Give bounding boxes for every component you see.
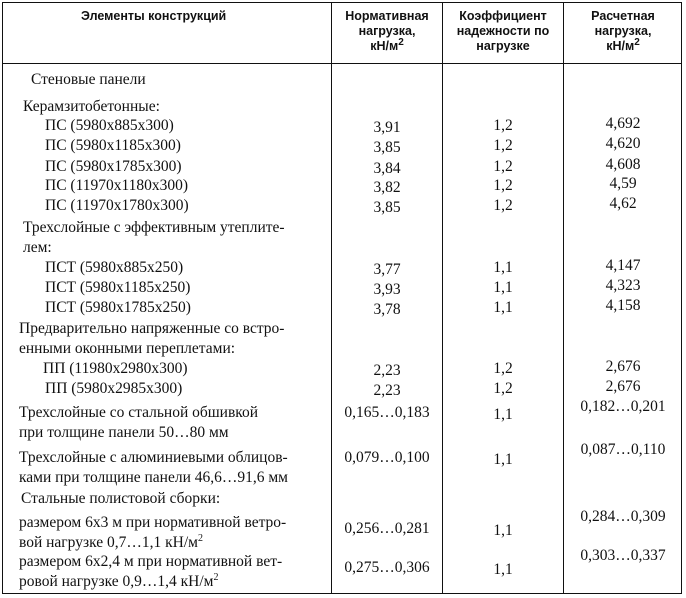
row-calculated: 4,147 xyxy=(605,257,641,274)
header-col-coefficient: Коэффициент надежности по нагрузке xyxy=(456,9,550,53)
row-coefficient: 1,1 xyxy=(493,259,513,276)
load-table: Элементы конструкций Нормативная нагрузка, $кН/м^2$ Коэффициент надежности по нагрузке Расчетная нагрузка, $кН/м^2$ Стеновые панели Керамзитобетонные: Трехслойные с эффективным утеплите- лем: Предварительно напряженные со встро- енными оконными переплетами: Стальные полистовой сборки: ПС (5980x885x300) 3,91 1,2 4,692 ПС (5980x1185x300) 3,85 1,2 4,620 ПС (5980x1785x300) 3,84 1,2 4,608 ПС (11970x1180x300) 3,82 1,2 4,59 ПС (11970x1780x300) 3,85 1,2 4,62 ПСТ (5980x885x250) 3,77 1,1 4,147 ПСТ (5980x1185x250) 3,93 1,1 4,323 ПСТ (5980x1785x250) 3,78 1,1 4,158 ПП (11980x2980x300) 2,23 1,2 2,676 ПП (5980x2985x300) 2,23 1,2 2,676 Трехслойные со стальной обшивкой при толщине панели 50…80 мм 0,165…0,183 1,1 0,182…0,201 Трехслойные с алюминиевыми облицов- ками при толщине панели 46,6…91,6 мм 0,079…0,100 1,1 0,087…0,110 размером 6х3 м при нормативной ветро- вой нагрузке 0,7…1,1 $кН/м^2$ 0,256…0,281 1,1 0,284…0,309 размером 6х2,4 м при нормативной вет- ровой нагрузке 0,9…1,4 $кН/м^2$ 0,275…0,306 1,1 0,303…0,337 xyxy=(2,2,682,594)
row-normative: 0,275…0,306 xyxy=(344,559,430,576)
row-coefficient: 1,2 xyxy=(493,137,513,154)
row-normative: 3,85 xyxy=(373,199,401,216)
row-normative: 3,82 xyxy=(373,179,401,196)
row-name: ПС (5980x1785x300) xyxy=(45,158,182,175)
row-name-line1: Трехслойные со стальной обшивкой xyxy=(19,404,259,421)
row-coefficient: 1,1 xyxy=(493,522,513,539)
row-name: ПП (5980x2985x300) xyxy=(45,380,183,397)
row-calculated: 0,303…0,337 xyxy=(580,547,666,564)
row-normative: 3,85 xyxy=(373,139,401,156)
row-normative: 0,165…0,183 xyxy=(344,404,430,421)
row-name: ПСТ (5980x1785x250) xyxy=(45,299,191,316)
row-calculated: 4,620 xyxy=(605,135,641,152)
row-name: ПСТ (5980x1185x250) xyxy=(45,279,191,296)
row-calculated: 2,676 xyxy=(605,358,641,375)
row-name-line1: размером 6х3 м при нормативной ветро- xyxy=(19,514,287,531)
row-coefficient: 1,1 xyxy=(493,279,513,296)
header-col-calculated: Расчетная нагрузка, $кН/м^2$ xyxy=(591,9,655,53)
row-calculated: 4,62 xyxy=(609,195,637,212)
row-coefficient: 1,2 xyxy=(493,360,513,377)
row-normative: 3,93 xyxy=(373,281,401,298)
row-name-line2: при толщине панели 50…80 мм xyxy=(19,424,229,441)
row-name: ПП (11980x2980x300) xyxy=(43,360,188,377)
row-calculated: 4,608 xyxy=(605,156,641,173)
row-coefficient: 1,2 xyxy=(493,197,513,214)
col-divider xyxy=(442,3,443,593)
row-normative: 0,256…0,281 xyxy=(344,520,430,537)
row-calculated: 0,182…0,201 xyxy=(580,398,666,415)
row-calculated: 0,284…0,309 xyxy=(580,508,666,525)
row-normative: 2,23 xyxy=(373,362,401,379)
row-normative: 3,77 xyxy=(373,261,401,278)
row-coefficient: 1,1 xyxy=(493,299,513,316)
row-calculated: 4,692 xyxy=(605,115,641,132)
row-calculated: 4,158 xyxy=(605,297,641,314)
row-coefficient: 1,2 xyxy=(493,117,513,134)
row-calculated: 4,59 xyxy=(609,175,637,192)
row-name-line2: ками при толщине панели 46,6…91,6 мм xyxy=(19,469,288,486)
row-calculated: 4,323 xyxy=(605,277,641,294)
row-name: ПС (5980x885x300) xyxy=(45,117,174,134)
row-name: ПСТ (5980x885x250) xyxy=(45,259,184,276)
row-name: ПС (11970x1180x300) xyxy=(45,177,189,194)
row-name-line2: вой нагрузке 0,7…1,1 $кН/м^2$ xyxy=(19,532,203,551)
row-normative: 3,84 xyxy=(373,160,401,177)
row-normative: 0,079…0,100 xyxy=(344,449,430,466)
row-calculated: 2,676 xyxy=(605,378,641,395)
row-normative: 3,78 xyxy=(373,301,401,318)
row-coefficient: 1,1 xyxy=(493,561,513,578)
header-col-normative: Нормативная нагрузка, $кН/м^2$ xyxy=(345,9,429,53)
row-coefficient: 1,2 xyxy=(493,380,513,397)
row-calculated: 0,087…0,110 xyxy=(580,441,666,458)
row-name: ПС (11970x1780x300) xyxy=(45,197,189,214)
row-coefficient: 1,1 xyxy=(493,406,513,423)
row-name-line1: размером 6х2,4 м при нормативной вет- xyxy=(19,553,283,570)
row-coefficient: 1,2 xyxy=(493,177,513,194)
row-coefficient: 1,1 xyxy=(493,451,513,468)
header-col-elements: Элементы конструкций xyxy=(81,9,227,23)
row-name-line2: ровой нагрузке 0,9…1,4 $кН/м^2$ xyxy=(19,571,219,590)
row-normative: 2,23 xyxy=(373,382,401,399)
row-normative: 3,91 xyxy=(373,119,401,136)
row-coefficient: 1,2 xyxy=(493,158,513,175)
row-name: ПС (5980x1185x300) xyxy=(45,137,181,154)
row-name-line1: Трехслойные с алюминиевыми облицов- xyxy=(19,449,288,466)
